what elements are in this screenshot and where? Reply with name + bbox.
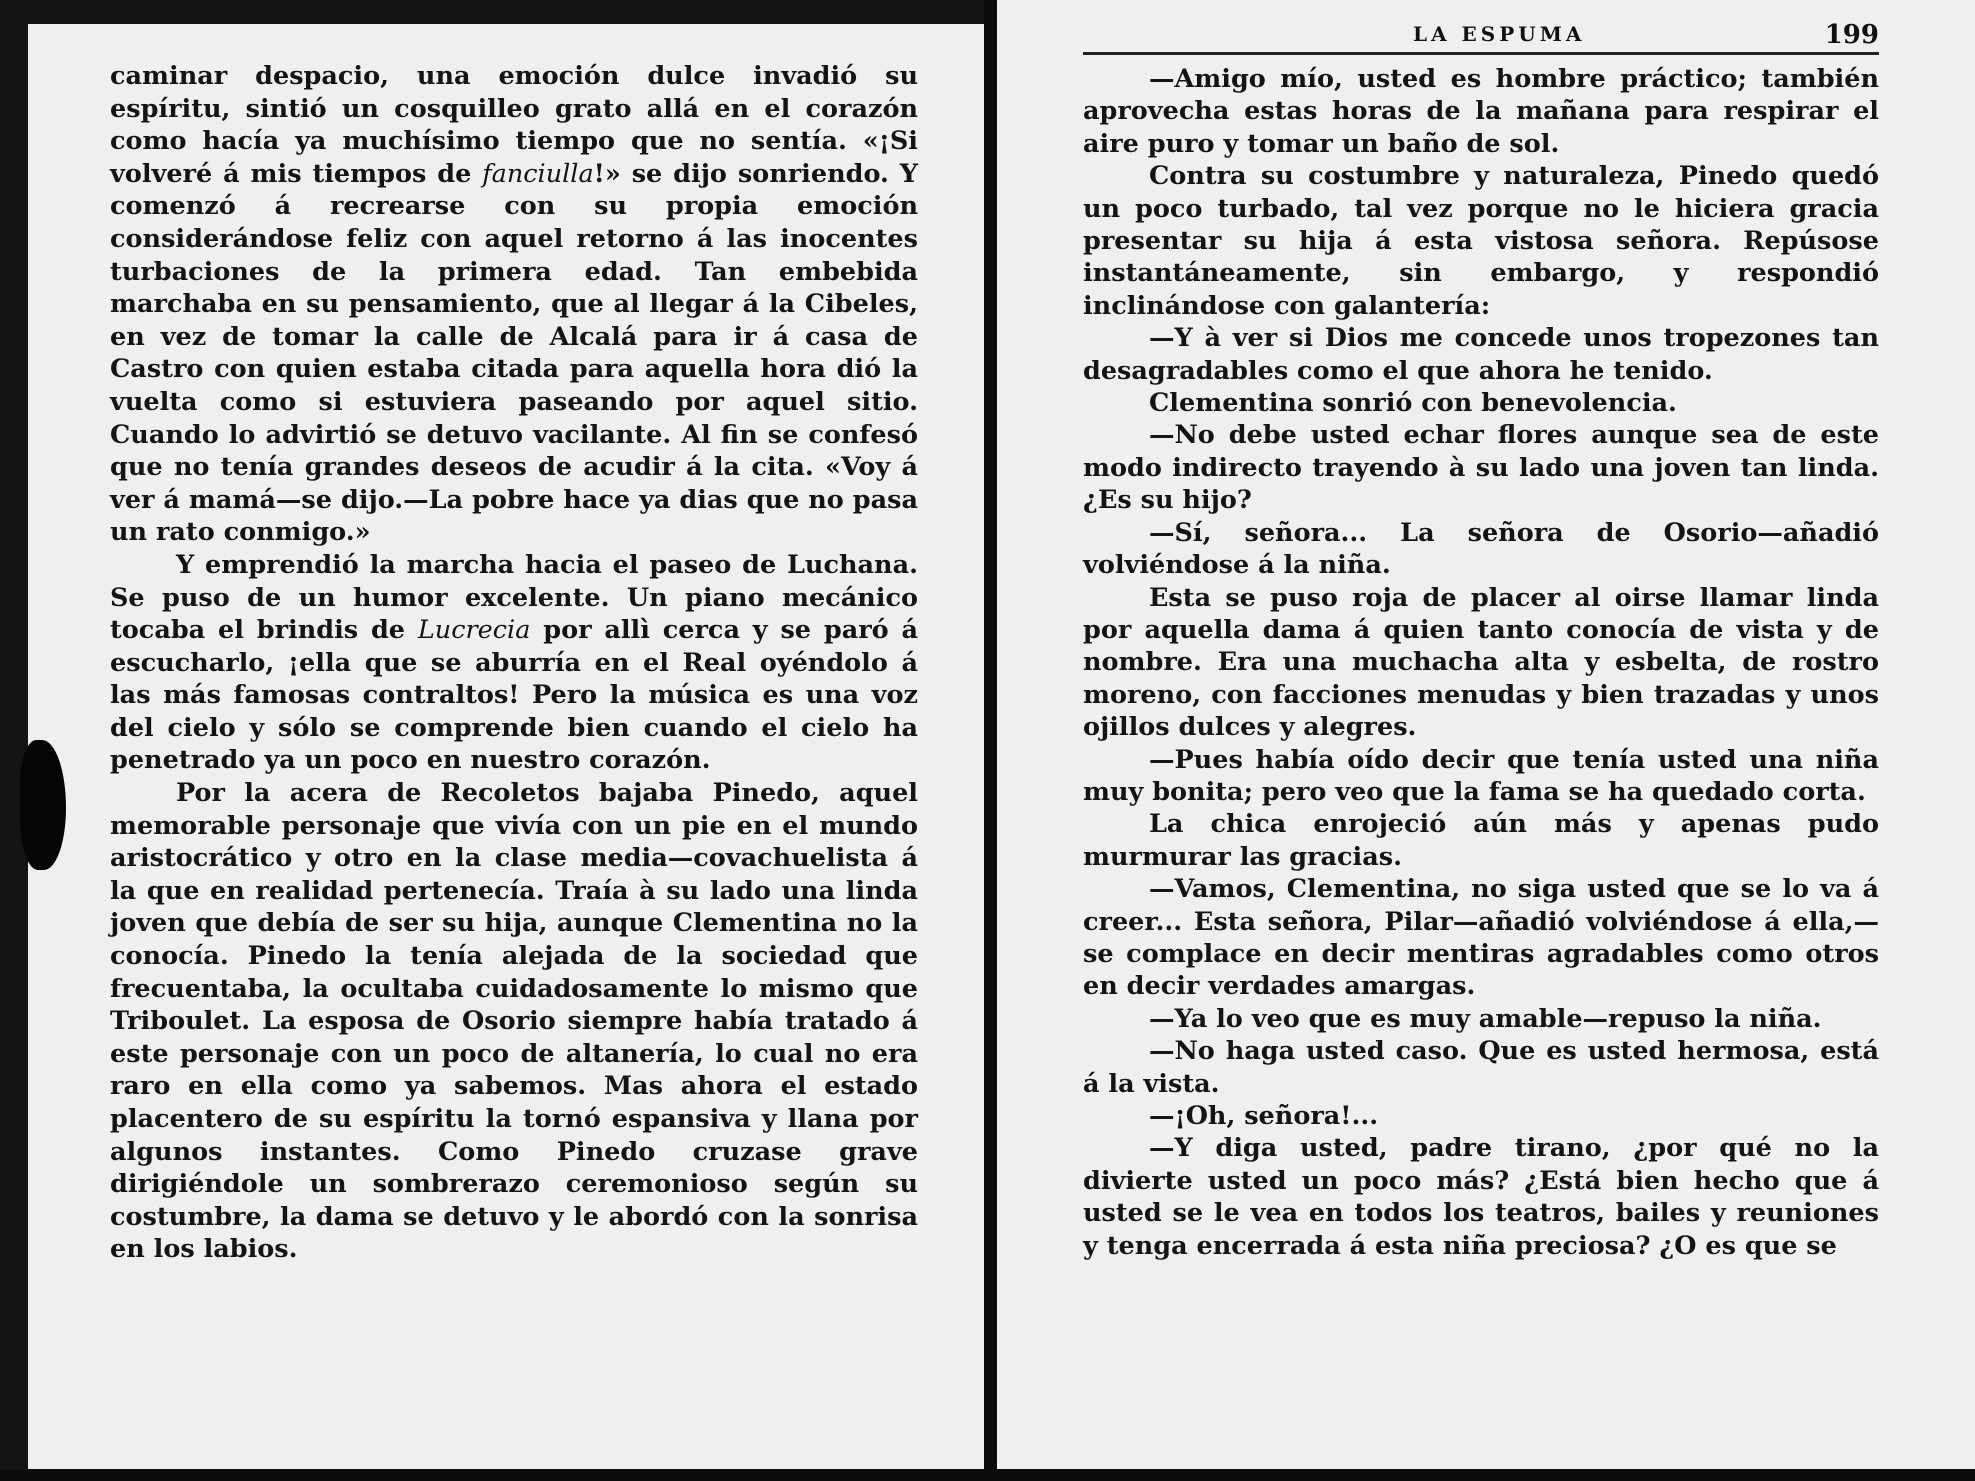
paragraph: Contra su costumbre y naturaleza, Pinedo quedó un poco turbado, tal vez porque no le hiciera gracia presentar su hija á esta vistosa señora. Repúsose instantáneamente, sin embargo, y respondió inclinándose con galantería: [1083, 161, 1879, 321]
paragraph: —No debe usted echar flores aunque sea de este modo indirecto trayendo à su lado una joven tan linda. ¿Es su hijo? [1083, 420, 1879, 516]
left-page-text [110, 60, 918, 1266]
paragraph: —Sí, señora... La señora de Osorio—añadió volviéndose á la niña. [1083, 517, 1879, 581]
paragraph [110, 549, 918, 777]
paragraph: —Amigo mío, usted es hombre práctico; también aprovecha estas horas de la mañana para respirar el aire puro y tomar un baño de sol. [1083, 64, 1879, 159]
paragraph: —No haga usted caso. Que es usted hermosa, está á la vista. [1083, 1036, 1879, 1099]
right-page-text [1083, 63, 1879, 1262]
paragraph: —Pues había oído decir que tenía usted una niña muy bonita; pero veo que la fama se ha quedado corta. [1083, 744, 1879, 807]
text-run: caminar despacio, una emoción dulce invadió su espíritu, sintió un cosquilleo grato allá en el corazón como hacía ya muchísimo tiempo que no sentía. «¡Si volveré á mis tiempos de [110, 61, 918, 189]
paragraph: La chica enrojeció aún más y apenas pudo murmurar las gracias. [1083, 809, 1879, 872]
paragraph: —Y diga usted, padre tirano, ¿por qué no la divierte usted un poco más? ¿Está bien hecho que á usted se le vea en todos los teatros, bailes y reuniones y tenga encerrada á esta niña preciosa? ¿O es que se [1083, 1133, 1879, 1261]
left-page [28, 24, 988, 1481]
paragraph: —¡Oh, señora!... [1149, 1101, 1379, 1131]
text-run: Por la acera de Recoletos bajaba Pinedo, aquel memorable personaje que vivía con un pie en el mundo aristocrático y otro en la clase media—covachuelista á la que en realidad pertenecía. Traía à su lado una linda joven que debía de ser su hija, aunque Clementina no la conocía. Pinedo la tenía alejada de la sociedad que frecuentaba, la ocultaba cuidadosamente lo mismo que Triboulet. La esposa de Osorio siempre había tratado á este personaje con un poco de altanería, lo cual no era raro en ella como ya sabemos. Mas ahora el estado placentero de su espíritu la tornó espansiva y llana por algunos instantes. Como Pinedo cruzase grave dirigiéndole un sombrerazo ceremonioso según su costumbre, la dama se detuvo y le abordó con la sonrisa en los labios. [110, 778, 918, 1265]
paragraph: —Y à ver si Dios me concede unos tropezones tan desagradables como el que ahora he tenido. [1083, 323, 1879, 386]
paragraph: —Vamos, Clementina, no siga usted que se lo va á creer... Esta señora, Pilar—añadió volviéndose á ella,—se complace en decir mentiras agradables como otros en decir verdades amargas. [1083, 874, 1879, 1002]
paragraph: Clementina sonrió con benevolencia. [1149, 388, 1677, 419]
page-header [1083, 22, 1879, 55]
italic-text: fanciulla [482, 158, 594, 189]
text-run: por allì cerca y se paró á escucharlo, ¡ella que se aburría en el Real oyéndolo á las más famosas contraltos! Pero la música es una voz del cielo y sólo se comprende bien cuando el cielo ha penetrado ya un poco en nuestro corazón. [110, 615, 919, 776]
running-title: LA ESPUMA [1413, 22, 1586, 46]
right-page [997, 0, 1975, 1481]
scan-bottom-edge [0, 1469, 1975, 1481]
page-number: 199 [1824, 20, 1879, 50]
italic-text: Lucrecia [417, 615, 531, 646]
paragraph [110, 60, 918, 549]
text-run: !» se dijo sonriendo. Y comenzó á recrearse con su propia emoción considerándose feliz con aquel retorno á las inocentes turbaciones de la primera edad. Tan embebida marchaba en su pensamiento, que al llegar á la Cibeles, en vez de tomar la calle de Alcalá para ir á casa de Castro con quien estaba citada para aquella hora dió la vuelta como si estuviera paseando por aquel sitio. Cuando lo advirtió se detuvo vacilante. Al fin se confesó que no tenía grandes deseos de acudir á la cita. «Voy á ver á mamá—se dijo.—La pobre hace ya dias que no pasa un rato conmigo.» [110, 158, 918, 548]
paragraph [110, 777, 918, 1266]
text-run: Y emprendió la marcha hacia el paseo de Luchana. Se puso de un humor excelente. Un piano mecánico tocaba el brindis de [110, 549, 918, 646]
paragraph: Esta se puso roja de placer al oirse llamar linda por aquella dama á quien tanto conocía de vista y de nombre. Era una muchacha alta y esbelta, de rostro moreno, con facciones menudas y bien trazadas y unos ojillos dulces y alegres. [1083, 582, 1879, 743]
paragraph: —Ya lo veo que es muy amable—repuso la niña. [1149, 1003, 1822, 1034]
binding-hole-mark [20, 740, 66, 870]
